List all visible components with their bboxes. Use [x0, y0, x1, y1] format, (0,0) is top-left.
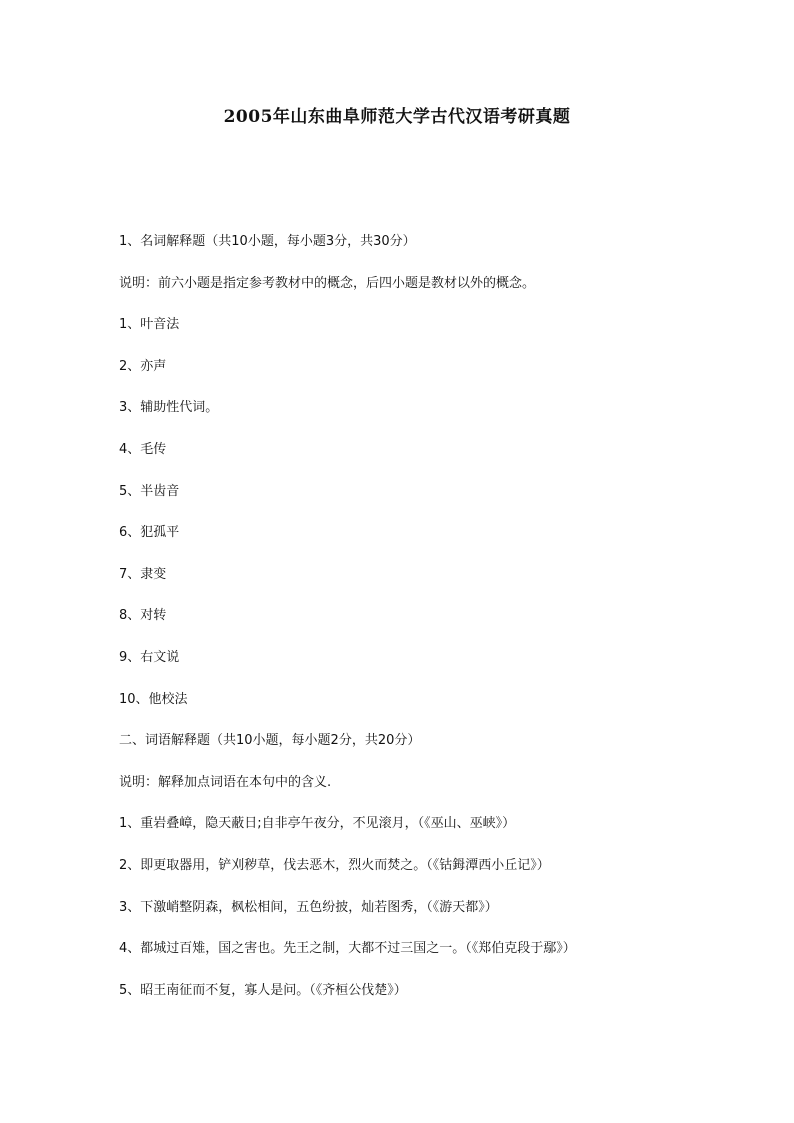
- question-item: 8、对转: [119, 608, 167, 624]
- question-item: 6、犯孤平: [119, 525, 180, 541]
- question-item: 7、隶变: [119, 566, 167, 582]
- section-heading: 二、词语解释题（共10小题，每小题2分，共20分）: [119, 733, 421, 749]
- question-item: 5、昭王南征而不复，寡人是问。（《齐桓公伐楚》）: [119, 982, 407, 998]
- question-item: 3、辅助性代词。: [119, 400, 219, 416]
- question-item: 4、毛传: [119, 441, 167, 457]
- section-note: 说明：解释加点词语在本句中的含义.: [119, 774, 332, 790]
- question-item: 2、即更取器用，铲刈秽草，伐去恶木，烈火而焚之。（《钴鉧潭西小丘记》）: [119, 857, 550, 873]
- section-heading: 1、名词解释题（共10小题，每小题3分，共30分）: [119, 234, 416, 249]
- question-item: 3、下激峭整阴森，枫松相间，五色纷披，灿若图秀，（《游天都》）: [119, 899, 498, 915]
- question-item: 10、他校法: [119, 691, 188, 707]
- question-item: 9、右文说: [119, 649, 180, 665]
- question-item: 4、都城过百雉，国之害也。先王之制，大都不过三国之一。（《郑伯克段于鄢》）: [119, 941, 576, 957]
- section-note: 说明：前六小题是指定参考教材中的概念，后四小题是教材以外的概念。: [119, 275, 536, 291]
- document-body: [119, 232, 739, 1022]
- question-item: 2、亦声: [119, 358, 167, 374]
- question-item: 1、重岩叠嶂，隐天蔽日;自非亭午夜分，不见滚月，（《巫山、巫峡》）: [119, 816, 516, 832]
- question-item: 1、叶音法: [119, 317, 180, 333]
- question-item: 5、半齿音: [119, 483, 180, 499]
- page-title: 2005年山东曲阜师范大学古代汉语考研真题: [223, 107, 571, 127]
